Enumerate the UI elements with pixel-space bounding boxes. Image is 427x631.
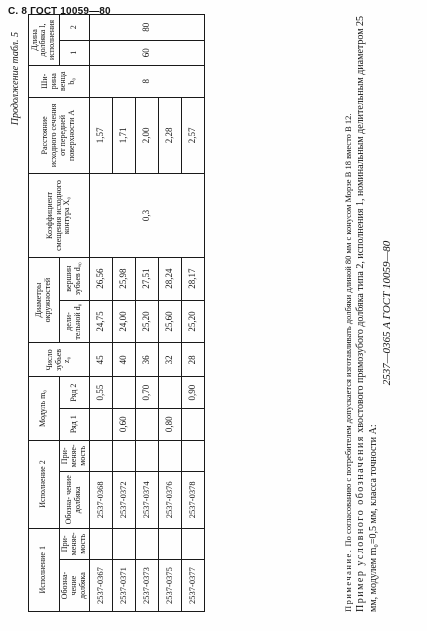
tip-diameter-cell: 28,24 [159, 257, 182, 300]
designation-v1-cell: 2537-0371 [113, 560, 136, 612]
tip-diameter-cell: 28,17 [182, 257, 205, 300]
example-label: Пример условного обозначения [355, 435, 367, 612]
page-header: С. 8 ГОСТ 10059—80 [8, 6, 111, 17]
applicability-v1-cell [159, 528, 182, 560]
header-length-2: 2 [59, 15, 90, 41]
designation-v1-cell: 2537-0375 [159, 560, 182, 612]
applicability-v2-cell [136, 440, 159, 472]
table-row [136, 15, 159, 612]
pitch-diameter-cell: 25,20 [182, 300, 205, 343]
applicability-v1-cell [136, 528, 159, 560]
applicability-v2-cell [182, 440, 205, 472]
applicability-v1-cell [182, 528, 205, 560]
applicability-v2-cell [113, 440, 136, 472]
length-2-cell: 80 [90, 15, 205, 41]
header-applicability-2: При- меняе- мость [59, 440, 90, 472]
designation-v1-cell: 2537-0367 [90, 560, 113, 612]
applicability-v2-cell [90, 440, 113, 472]
pitch-diameter-cell: 25,60 [159, 300, 182, 343]
header-row2: Ряд 2 [59, 377, 90, 409]
rim-width-cell: 8 [90, 65, 205, 97]
header-section-distance: Расстояние исходного сечения от передней поверхности A [29, 97, 90, 174]
cutter-parameters-table [28, 14, 205, 612]
module-row1-cell: 0,60 [113, 408, 136, 440]
teeth-cell: 40 [113, 343, 136, 377]
designation-v2-cell: 2537-0378 [182, 472, 205, 528]
header-version2: Исполнение 2 [29, 440, 60, 528]
designation-example [354, 14, 380, 612]
applicability-v2-cell [159, 440, 182, 472]
module-row1-cell [136, 408, 159, 440]
tip-diameter-cell: 27,51 [136, 257, 159, 300]
module-row1-cell: 0,80 [159, 408, 182, 440]
header-shift-coefficient: Коэффициент смещения исходного контура X₀ [29, 174, 90, 257]
module-row2-cell: 0,90 [182, 377, 205, 409]
module-row2-cell [159, 377, 182, 409]
note-label: Примечание. [343, 548, 353, 612]
example-designation: 2537—0365 А ГОСТ 10059—80 [381, 240, 394, 386]
pitch-diameter-cell: 24,00 [113, 300, 136, 343]
header-applicability-1: При- меняе- мость [59, 528, 90, 560]
table-row [159, 15, 182, 612]
table-continuation-label: Продолжение табл. 5 [10, 32, 21, 126]
designation-v2-cell: 2537-0372 [113, 472, 136, 528]
note-text: По согласованию с потребителем допускается изготавливать долбяки длиной 80 мм с конусом Морзе В 18 вместо В 12. [343, 113, 353, 547]
section-distance-cell: 1,57 [90, 97, 113, 174]
pitch-diameter-cell: 24,75 [90, 300, 113, 343]
table-row [182, 15, 205, 612]
header-designation-1: Обозна- чение долбяка [59, 560, 90, 612]
tip-diameter-cell: 25,98 [113, 257, 136, 300]
shift-coefficient-cell: 0,3 [90, 174, 205, 257]
section-distance-cell: 1,71 [113, 97, 136, 174]
header-rim-width: Ши- рина венца b₀ [29, 65, 90, 97]
notes-block [343, 14, 394, 612]
applicability-v1-cell [90, 528, 113, 560]
designation-v2-cell: 2537-0368 [90, 472, 113, 528]
header-length-1: 1 [59, 40, 90, 65]
header-tip-diameter: вершин зубьев dₐ₀ [59, 257, 90, 300]
header-diameters: Диаметры окружностей [29, 257, 60, 343]
header-pitch-diameter: дели- тельной d₀ [59, 300, 90, 343]
length-1-cell: 60 [90, 40, 205, 65]
header-teeth: Число зубьев z₀ [29, 343, 90, 377]
header-cutter-length: Длина долбяка l, исполнения [29, 15, 60, 66]
applicability-v1-cell [113, 528, 136, 560]
module-row2-cell: 0,55 [90, 377, 113, 409]
header-designation-2: Обозна- чение долбяка [59, 472, 90, 528]
module-row2-cell: 0,70 [136, 377, 159, 409]
example-text: хвостового прямозубого долбяка типа 2, исполнения 1, номинальным делительным диаметром 25 мм, модулем m₀=0,5 мм, класса точности А: [355, 15, 380, 612]
designation-v1-cell: 2537-0373 [136, 560, 159, 612]
section-distance-cell: 2,57 [182, 97, 205, 174]
teeth-cell: 32 [159, 343, 182, 377]
header-module: Модуль m₀ [29, 377, 60, 440]
rotated-page-content [8, 12, 418, 612]
teeth-cell: 45 [90, 343, 113, 377]
module-row2-cell [113, 377, 136, 409]
designation-v2-cell: 2537-0376 [159, 472, 182, 528]
section-distance-cell: 2,28 [159, 97, 182, 174]
pitch-diameter-cell: 25,20 [136, 300, 159, 343]
table-row [113, 15, 136, 612]
header-version1: Исполнение 1 [29, 528, 60, 611]
table-note [343, 14, 354, 612]
designation-v2-cell: 2537-0374 [136, 472, 159, 528]
table-row [90, 15, 113, 612]
teeth-cell: 36 [136, 343, 159, 377]
section-distance-cell: 2,00 [136, 97, 159, 174]
tip-diameter-cell: 26,56 [90, 257, 113, 300]
module-row1-cell [90, 408, 113, 440]
teeth-cell: 28 [182, 343, 205, 377]
designation-v1-cell: 2537-0377 [182, 560, 205, 612]
header-row1: Ряд 1 [59, 408, 90, 440]
module-row1-cell [182, 408, 205, 440]
